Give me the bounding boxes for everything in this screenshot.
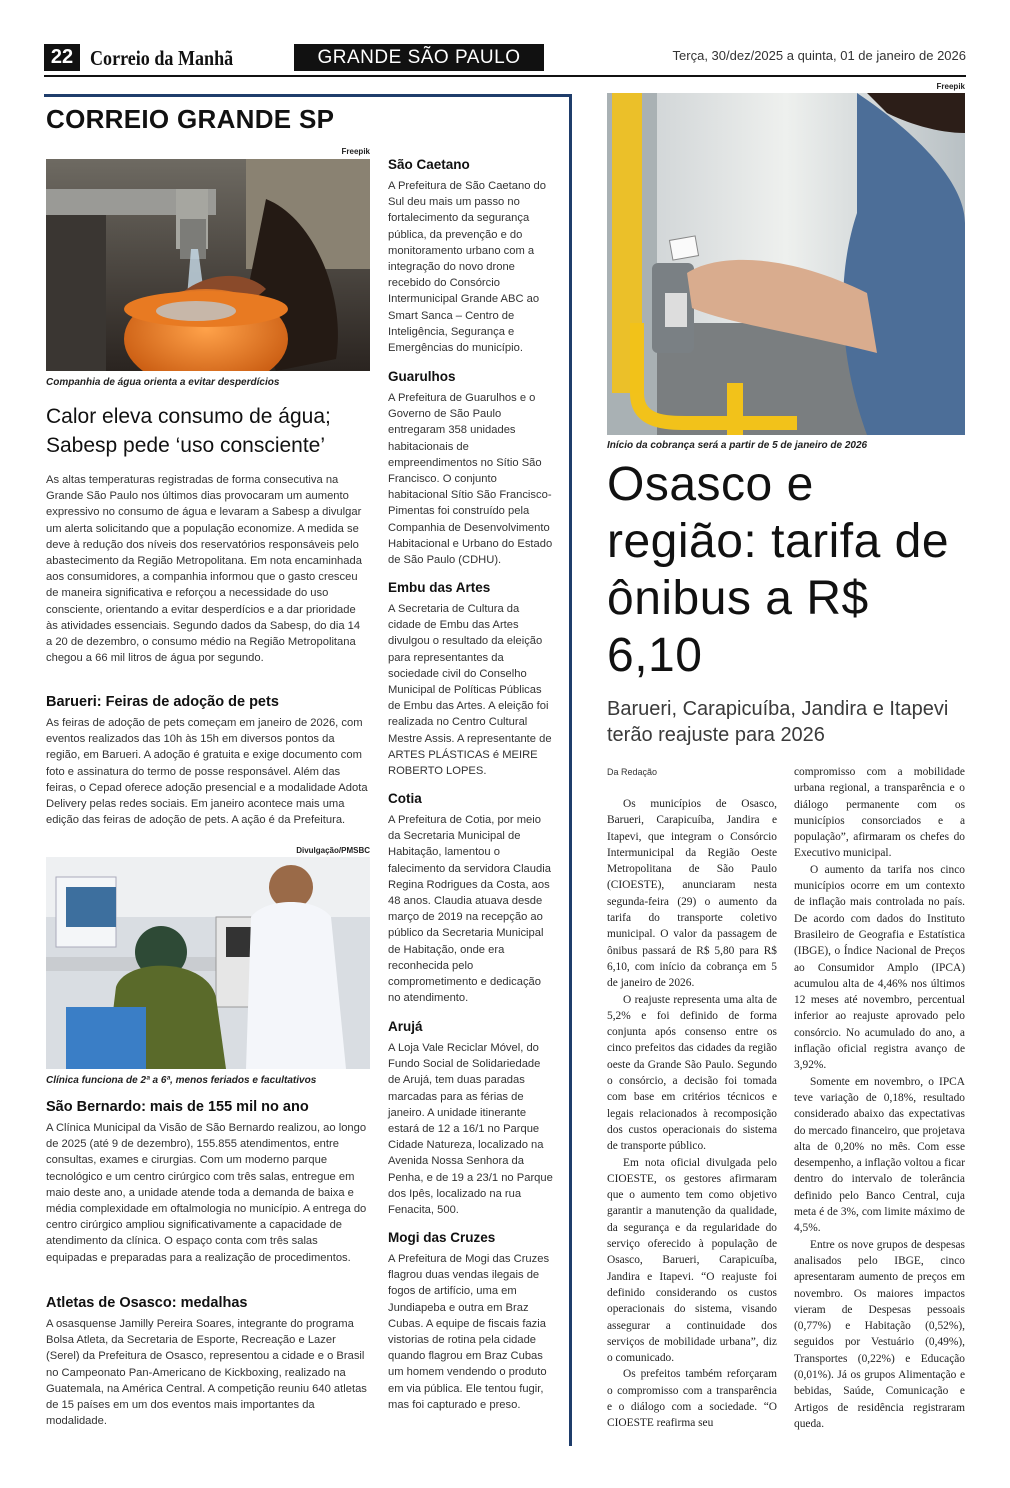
barueri-title: Barueri: Feiras de adoção de pets: [46, 694, 279, 710]
paragraph: Em nota oficial divulgada pelo CIOESTE, os gestores afirmaram que o aumento tem como objetivo garantir a manutenção da qualidade, da segurança e da regularidade do serviço oferecido à população de Osasco, Barueri, Carapicuíba, Jandira e Itapevi. “O reajuste foi definido considerando os custos operacionais do sistema, visando assegurar a continuidade dos serviços de mobilidade urbana”, diz o comunicado.: [607, 1156, 777, 1365]
brief-text: A Prefeitura de Guarulhos e o Governo de São Paulo entregaram 358 unidades habitacionais de empreendimentos no Sítio São Francisco. O conjunto habitacional Sítio São Francisco-Pimentas foi construído pela Companhia de Desenvolvimento Habitacional e Urbano do Estado de São Paulo (CDHU).: [388, 392, 553, 567]
article-column-2: [794, 764, 965, 1432]
article-lead: As altas temperaturas registradas de forma consecutiva na Grande São Paulo nos últimos dias provocaram um aumento expressivo no consumo de água e levaram a Sabesp a divulgar um alerta solicitando que a população economize. A medida se deve à redução dos níveis dos reservatórios responsáveis pelo abastecimento da Região Metropolitana. Em nota encaminhada aos consumidores, a companhia informou que o gasto cresceu de maneira significativa e reforçou a necessidade do uso consciente, orientando a evitar desperdícios e a dar prioridade às atividades essenciais. Segundo dados da Sabesp, do dia 14 a 20 de dezembro, o consumo médio na Região Metropolitana chegou a 66 mil litros de água por segundo.: [46, 474, 362, 665]
brief-text: A Loja Vale Reciclar Móvel, do Fundo Social de Solidariedade de Arujá, tem duas paradas marcadas para as férias de janeiro. A unidade itinerante estará de 12 a 16/1 no Parque Cidade Natureza, localizado na Avenida Nossa Senhora da Penha, e de 19 a 23/1 no Parque dos Ipês, localizado na rua Fenacita, 500.: [388, 1042, 553, 1217]
photo-credit: Divulgação/PMSBC: [296, 846, 370, 855]
section-label: GRANDE SÃO PAULO: [294, 44, 544, 71]
brief-title: São Caetano: [388, 157, 470, 172]
water-photo[interactable]: [46, 159, 370, 371]
paragraph: Os municípios de Osasco, Barueri, Carapicuíba, Jandira e Itapevi, que integram o Consórcio Intermunicipal da Região Oeste Metropolitana de São Paulo (CIOESTE), anunciaram nesta segunda-feira (29) o aumento da tarifa do transporte coletivo municipal. O valor da passagem de ônibus passará de R$ 5,80 para R$ 6,10, com início da cobrança em 5 de janeiro de 2026.: [607, 798, 777, 990]
article-headline: [46, 402, 376, 460]
newspaper-logo[interactable]: Correio da Manhã: [90, 46, 234, 70]
edition-date: Terça, 30/dez/2025 a quinta, 01 de janeiro de 2026: [672, 48, 966, 63]
main-headline: Osasco e região: tarifa de ônibus a R$ 6,10: [607, 458, 950, 682]
article-column-1: [607, 796, 777, 1432]
paragraph: Os prefeitos também reforçaram o compromisso com a transparência e o diálogo com a sociedade. “O CIOESTE reafirma seu: [607, 1368, 777, 1430]
brief-text: A Secretaria de Cultura da cidade de Embu das Artes divulgou o resultado da eleição para representantes da sociedade civil do Conselho Municipal de Políticas Públicas de Embu das Artes. A eleição foi realizada no Centro Cultural Mestre Assis. A representante de ARTES PLÁSTICAS é MEIRE ROBERTO LOPES.: [388, 603, 552, 778]
column-brand-title: CORREIO GRANDE SP: [46, 104, 335, 134]
paragraph: Somente em novembro, o IPCA teve variação de 0,18%, resultado considerado abaixo das expectativas do mercado financeiro, que projetava alta de 0,20% no mês. Com esse desempenho, a inflação voltou a ficar dentro do intervalo de tolerância definido pelo Banco Central, cuja meta é de 3%, com limite máximo de 4,5%.: [794, 1075, 965, 1235]
brief-title: Mogi das Cruzes: [388, 1230, 496, 1245]
sbc-title: São Bernardo: mais de 155 mil no ano: [46, 1099, 309, 1115]
photo-caption: Clínica funciona de 2ª a 6ª, menos feriados e facultativos: [46, 1075, 317, 1086]
paragraph: O reajuste representa uma alta de 5,2% e foi definido de forma conjunta após consenso entre os cinco prefeitos das cidades da região oeste da Grande São Paulo. Segundo o consórcio, a decisão foi tomada com base em critérios técnicos e legais relacionados à recomposição dos custos operacionais do sistema de transporte público.: [607, 993, 777, 1153]
photo-credit: Freepik: [341, 147, 370, 156]
brief-title: Guarulhos: [388, 369, 456, 384]
left-column-top-rule: [44, 94, 571, 97]
paragraph: Entre os nove grupos de despesas analisados pelo IBGE, cinco apresentaram aumento de preços em novembro. Os maiores impactos vieram de Despesas pessoais (0,77%) e Habitação (0,52%), seguidos por Vestuário (0,49%), Transportes (0,22%) e Educação (0,01%). Já os grupos Alimentação e bebidas, Saúde, Comunicação e Artigos de residência registraram queda.: [794, 1238, 965, 1430]
clinic-photo[interactable]: [46, 857, 370, 1069]
byline: Da Redação: [607, 767, 658, 777]
osasco-title: Atletas de Osasco: medalhas: [46, 1295, 248, 1311]
brief-text: A Prefeitura de São Caetano do Sul deu mais um passo no fortalecimento da segurança pública, da prevenção e do monitoramento urbano com a integração do novo drone recebido do Consórcio Intermunicipal Grande ABC ao Smart Sanca – Centro de Inteligência, Segurança e Emergências do município.: [388, 180, 546, 355]
paragraph: compromisso com a mobilidade urbana regional, a transparência e o diálogo permanente com os municípios consorciados e a população”, afirmaram os chefes do Executivo municipal.: [794, 766, 965, 860]
brief-text: A Prefeitura de Cotia, por meio da Secretaria Municipal de Habitação, lamentou o falecimento da servidora Claudia Regina Rodrigues da Costa, aos 48 anos. Claudia atuava desde março de 2019 na recepção ao público da Secretaria Municipal de Habitação, onde era reconhecida pelo comprometimento e dedicação no atendimento.: [388, 814, 551, 1005]
main-subheadline: Barueri, Carapicuíba, Jandira e Itapevi terão reajuste para 2026: [607, 698, 949, 746]
paragraph: O aumento da tarifa nos cinco municípios ocorre em um contexto de inflação mais controlada no país. De acordo com dados do Instituto Brasileiro de Geografia e Estatística (IBGE), o Índice Nacional de Preços ao Consumidor Amplo (IPCA) acumulou alta de 4,46% nos últimos 12 meses até novembro, percentual inferior ao reajuste aprovado pelo consórcio. No acumulado do ano, a inflação oficial registra avanço de 3,92%.: [794, 863, 965, 1072]
osasco-text: A osasquense Jamilly Pereira Soares, integrante do programa Bolsa Atleta, da Secretaria de Esporte, Recreação e Lazer (Serel) da Prefeitura de Osasco, representou a cidade e o Brasil no Campeonato Pan-Americano de Kickboxing, realizado na Guatemala, na América Central. A competição reuniu 640 atletas de 15 países em um dos eventos mais importantes da modalidade.: [46, 1318, 367, 1428]
brief-title: Embu das Artes: [388, 580, 491, 595]
page-number: 22: [44, 44, 80, 71]
brief-title: Cotia: [388, 791, 422, 806]
brief-title: Arujá: [388, 1019, 423, 1034]
sbc-text: A Clínica Municipal da Visão de São Bernardo realizou, ao longo de 2025 (até 9 de dezembro), 155.855 atendimentos, entre consultas, exames e cirurgias. Com um moderno parque tecnológico e um centro cirúrgico com três salas, entregue em maio deste ano, a unidade atende toda a demanda de baixa e média complexidade em oftalmologia no município. A entrega do centro cirúrgico ampliou significativamente a capacidade de atendimento da clínica. O espaço conta com três salas equipadas e preparadas para a realização de procedimentos.: [46, 1122, 367, 1264]
headline-line: Sabesp pede ‘uso consciente’: [46, 434, 326, 457]
photo-credit: Freepik: [936, 82, 965, 91]
brief-text: A Prefeitura de Mogi das Cruzes flagrou duas vendas ilegais de fogos de artifício, uma em Jundiapeba e outra em Braz Cubas. A equipe de fiscais fazia vistorias de rotina pela cidade quando flagrou em Braz Cubas um homem vendendo o produto em via pública. Ele tentou fugir, mas foi capturado e preso.: [388, 1253, 550, 1411]
header-rule: [44, 75, 966, 77]
photo-caption: Companhia de água orienta a evitar desperdícios: [46, 377, 280, 388]
bus-fare-photo[interactable]: [607, 93, 965, 435]
page-header: [44, 44, 966, 72]
headline-line: Calor eleva consumo de água;: [46, 405, 331, 428]
column-divider: [569, 94, 572, 1446]
photo-caption: Início da cobrança será a partir de 5 de janeiro de 2026: [607, 440, 868, 451]
barueri-text: As feiras de adoção de pets começam em janeiro de 2026, com eventos realizados das 10h às 15h em diversos pontos da região, em Barueri. A adoção é gratuita e exige documento com foto e assinatura do termo de posse responsável. Além das feiras, o Cepad oferece adoção presencial e a modalidade Adota Delivery pelas redes sociais. Em janeiro acontece mais uma edição das feiras de adoção de pets. A ação é da Prefeitura.: [46, 717, 368, 827]
